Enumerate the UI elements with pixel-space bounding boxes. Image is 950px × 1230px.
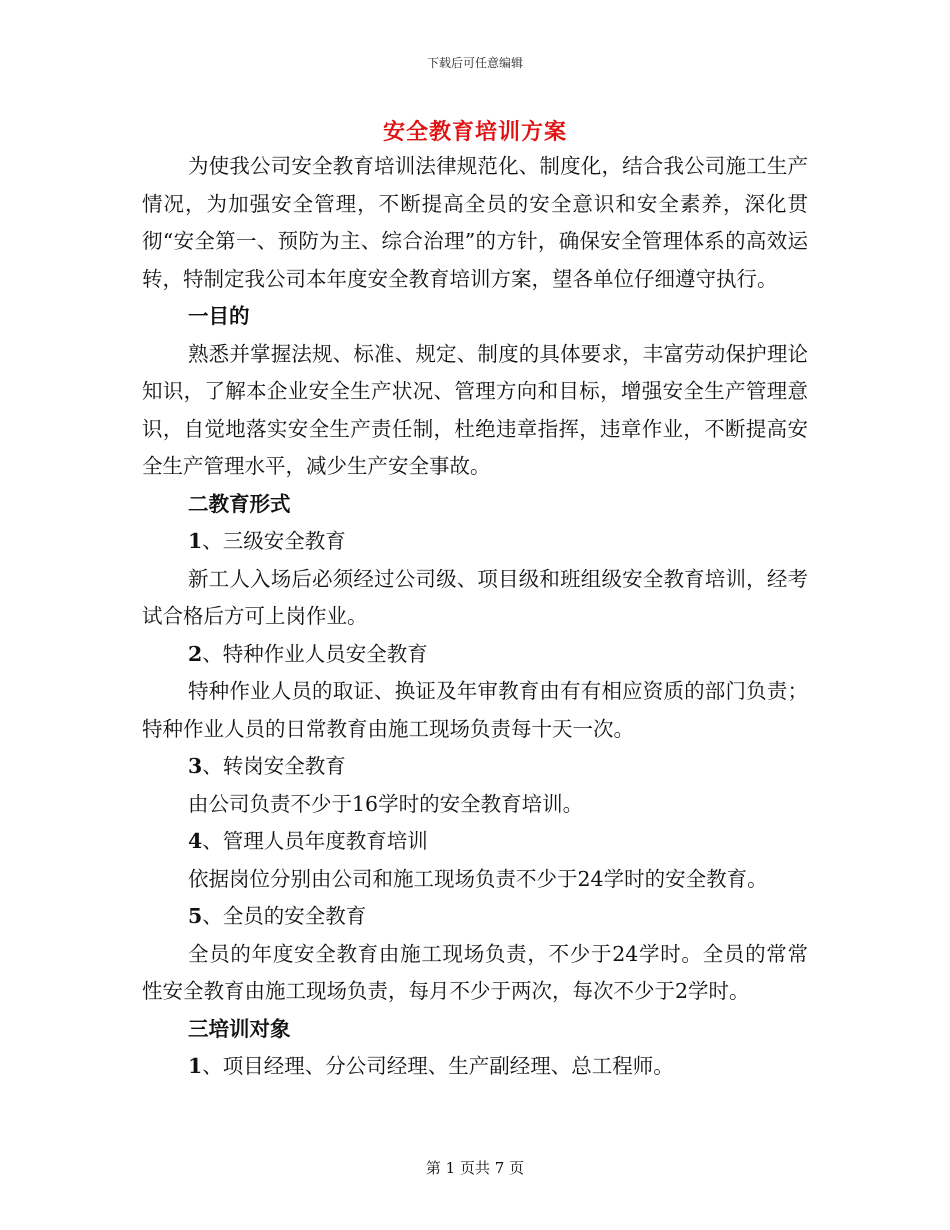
purpose-paragraph: 熟悉并掌握法规、标准、规定、制度的具体要求，丰富劳动保护理论知识，了解本企业安全生产状况、管理方向和目标，增强安全生产管理意识，自觉地落实安全生产责任制，杜绝违章指挥，违章作业，不断提高安全生产管理水平，减少生产安全事故。: [142, 341, 808, 478]
item-number: 2: [188, 641, 203, 666]
intro-paragraph: 为使我公司安全教育培训法律规范化、制度化，结合我公司施工生产情况，为加强安全管理，不断提高全员的安全意识和安全素养，深化贯彻“安全第一、预防为主、综合治理”的方针，确保安全管理体系的高效运转，特制定我公司本年度安全教育培训方案，望各单位仔细遵守执行。: [142, 154, 808, 291]
document-title: 安全教育培训方案: [382, 119, 567, 145]
page-footer: 第 1 页共 7 页: [425, 1159, 525, 1177]
paragraph-special-operations: 特种作业人员的取证、换证及年审教育由有有相应资质的部门负责；特种作业人员的日常教育由施工现场负责每十天一次。: [142, 679, 808, 741]
item-title: 、全员的安全教育: [202, 904, 367, 928]
item-number: 5: [188, 904, 203, 928]
paragraph-job-transfer: 由公司负责不少于16学时的安全教育培训。: [188, 791, 584, 816]
subheading-job-transfer: [142, 748, 808, 786]
section-heading-education-forms: 二教育形式: [188, 491, 291, 516]
item-number: 1: [188, 1054, 203, 1078]
item-number: 3: [188, 754, 203, 778]
subheading-all-staff: [142, 898, 808, 936]
section-heading-purpose: 一目的: [188, 304, 250, 328]
paragraph-three-level: 新工人入场后必须经过公司级、项目级和班组级安全教育培训，经考试合格后方可上岗作业。: [142, 566, 808, 628]
item-title: 、三级安全教育: [202, 529, 346, 553]
item-number: 1: [188, 529, 203, 553]
document-body: [142, 148, 808, 1086]
subheading-management-annual: [142, 823, 808, 861]
section-heading-training-targets: 三培训对象: [188, 1016, 291, 1041]
header-note: 下载后可任意编辑: [426, 56, 523, 70]
item-title: 、特种作业人员安全教育: [202, 641, 428, 666]
subheading-managers: [142, 1048, 808, 1086]
paragraph-management-annual: 依据岗位分别由公司和施工现场负责不少于24学时的安全教育。: [188, 866, 768, 891]
subheading-three-level: [142, 523, 808, 561]
item-title: 、转岗安全教育: [202, 754, 346, 778]
item-number: 4: [188, 829, 203, 853]
paragraph-all-staff: 全员的年度安全教育由施工现场负责，不少于24学时。全员的常常性安全教育由施工现场负责，每月不少于两次，每次不少于2学时。: [142, 941, 808, 1003]
item-title: 、管理人员年度教育培训: [202, 829, 428, 853]
item-title: 、项目经理、分公司经理、生产副经理、总工程师。: [202, 1054, 674, 1078]
subheading-special-operations: [142, 636, 808, 674]
